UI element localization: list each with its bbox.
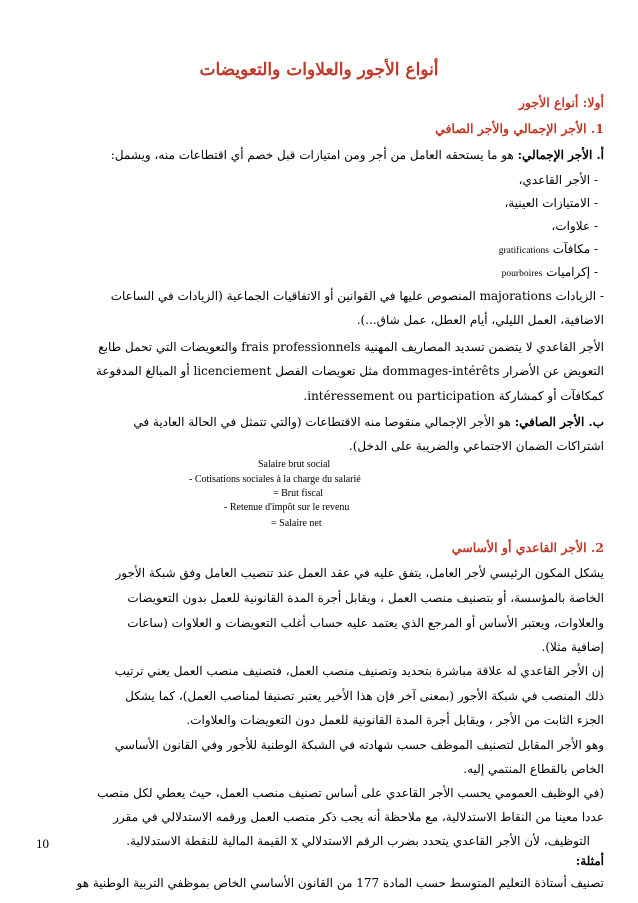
exclusion-line3: كمكافآت أو كمشاركة intéressement ou participation. xyxy=(303,389,604,403)
base-paragraph-line: الجزء الثابت من الأجر ، ويقابل أجرة المدة القانونية للعمل دون التعويضات والعلاوات. xyxy=(186,713,604,727)
base-paragraph-line: التوظيف، لأن الأجر القاعدي يتحدد بضرب الرقم الاستدلالي x القيمة المالية للنقطة الاستدلالية. xyxy=(126,834,590,848)
base-paragraph-line: وهو الأجر المقابل لتصنيف الموظف حسب شهادته في الشبكة الوطنية للأجور وفي القانون الأساسي xyxy=(114,738,604,752)
exclusion-line1: الأجر القاعدي لا يتضمن تسديد المصاريف المهنية frais professionnels والتعويضات التي تحمل طابع xyxy=(98,340,604,354)
gross-item-allowances: - علاوات، xyxy=(551,219,598,233)
gross-item-bonuses-fr: gratifications xyxy=(498,246,549,256)
net-text-line1: هو الأجر الإجمالي منقوصا منه الاقتطاعات (والتي تتمثل في الحالة العادية في xyxy=(133,415,511,429)
net-label: ب. الأجر الصافي: xyxy=(514,415,604,429)
base-paragraph-line: الخاصة بالمؤسسة، أو بتصنيف منصب العمل ، ويقابل أجرة المدة القانونية للعمل بدون التعويضات xyxy=(127,591,604,605)
gross-increases-line2: الاضافية، العمل الليلي، أيام العطل، عمل شاق...). xyxy=(356,313,604,327)
base-paragraph-line: والعلاوات، ويعتبر الأساس أو المرجع الذي يعتمد عليه حساب أغلب التعويضات و العلاوات (ساعات xyxy=(127,616,604,630)
subheading-gross-net: 1. الأجر الإجمالي والأجر الصافي xyxy=(435,121,604,136)
base-paragraph-line: إضافية مثلا). xyxy=(541,640,604,654)
page-title: أنواع الأجور والعلاوات والتعويضات xyxy=(199,60,439,80)
net-definition-line2: اشتراكات الضمان الاجتماعي والضريبة على الدخل). xyxy=(348,439,604,453)
formula-line-contributions: - Cotisations sociales à la charge du salarié xyxy=(189,474,361,485)
gross-item-benefits: - الامتيازات العينية، xyxy=(504,196,598,210)
base-paragraph-line: (في الوظيف العمومي يحسب الأجر القاعدي على أساس تصنيف منصب العمل، حيث يعطي لكل منصب xyxy=(97,786,604,800)
net-definition-line1 xyxy=(133,415,604,429)
section-heading-wage-types: أولا: أنواع الأجور xyxy=(518,95,604,110)
base-paragraph-line: يشكل المكون الرئيسي لأجر العامل، يتفق عليه في عقد العمل عند تنصيب العامل وفق شبكة الأجور xyxy=(115,566,604,580)
gross-definition xyxy=(111,148,604,162)
gross-increases-line1: - الزيادات majorations المنصوص عليها في القوانين أو الاتفاقيات الجماعية (الزيادات في الساعات xyxy=(110,289,604,303)
base-paragraph-line: الخاص بالقطاع المنتمي إليه. xyxy=(463,762,604,776)
gross-item-bonuses xyxy=(499,242,598,256)
base-paragraph-line: عددا معينا من النقاط الاستدلالية، مع ملاحظة أنه يجب ذكر منصب العمل ورقمه الاستدلالي في مقرر xyxy=(113,810,604,824)
gross-text: هو ما يستحقه العامل من أجر ومن امتيازات قبل خصم أي اقتطاعات منه، ويشمل: xyxy=(110,148,514,162)
base-paragraph-line: ذلك المنصب في شبكة الأجور (بمعنى آخر فإن هذا الأخير يعتبر تصنيفا لمناصب العمل)، كما يشكل xyxy=(125,689,604,703)
examples-label: أمثلة: xyxy=(575,854,604,868)
formula-line-net-salary: = Salaire net xyxy=(271,518,322,529)
gross-item-tips-ar: - إكراميات xyxy=(546,265,598,279)
gross-item-tips-fr: pourboires xyxy=(501,269,543,279)
gross-item-tips xyxy=(502,265,598,279)
base-paragraph-line: إن الأجر القاعدي له علاقة مباشرة بتحديد وتصنيف منصب العمل، فتصنيف منصب العمل يعني ترتيب xyxy=(114,664,604,678)
page-number: 10 xyxy=(36,836,49,851)
gross-label: أ. الأجر الإجمالي: xyxy=(517,148,604,162)
subheading-base-wage: 2. الأجر القاعدي أو الأساسي xyxy=(451,540,604,555)
exclusion-line2: التعويض عن الأضرار dommages-intérêts مثل تعويضات الفصل licenciement أو المبالغ المدفوعة xyxy=(95,364,604,378)
gross-item-bonuses-ar: - مكافآت xyxy=(552,242,598,256)
examples-line: تصنيف أستاذة التعليم المتوسط حسب المادة 177 من القانون الأساسي الخاص بموظفي التربية الوطنية هو xyxy=(76,876,604,890)
formula-line-gross-fiscal: = Brut fiscal xyxy=(273,488,324,499)
formula-line-income-tax: - Retenue d'impôt sur le revenu xyxy=(224,502,350,513)
gross-item-base: - الأجر القاعدي، xyxy=(518,173,598,187)
formula-line-gross-social: Salaire brut social xyxy=(258,459,331,470)
